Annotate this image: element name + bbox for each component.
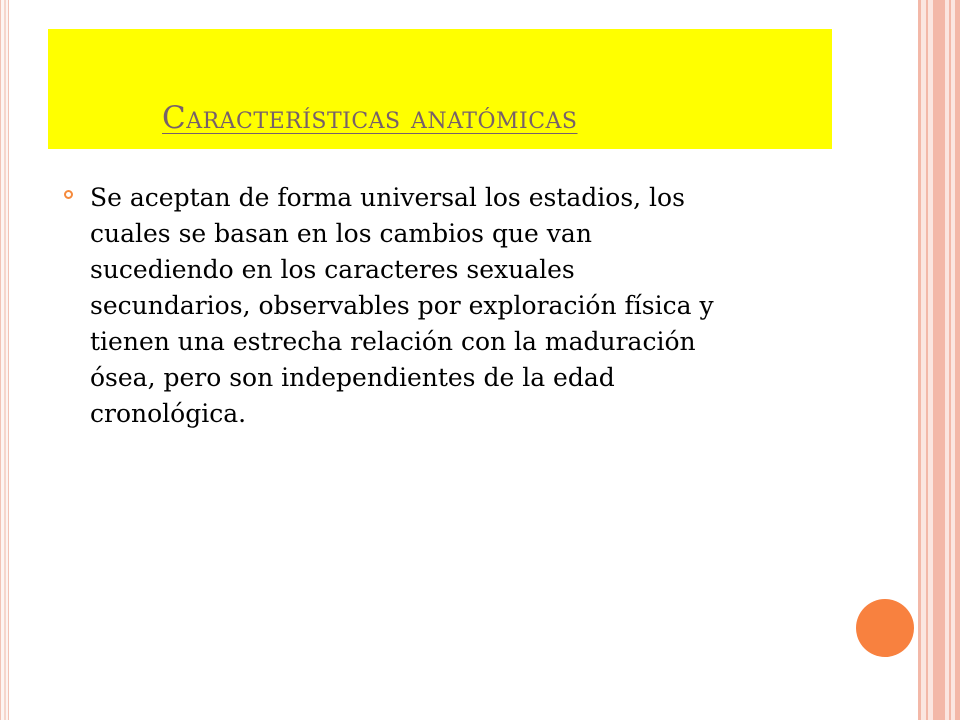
left-frame-border: [0, 0, 9, 720]
right-decorative-stripes: [918, 0, 960, 720]
bullet-line: ósea, pero son independientes de la edad: [90, 363, 615, 392]
bullet-line: sucediendo en los caracteres sexuales: [90, 255, 575, 284]
stripe: [926, 0, 928, 720]
stripe: [918, 0, 921, 720]
stripe: [955, 0, 960, 720]
bullet-line: cronológica.: [90, 399, 247, 428]
orange-circle-decoration: [856, 599, 914, 657]
bullet-line: cuales se basan en los cambios que van: [90, 219, 592, 248]
bullet-line: Se aceptan de forma universal los estadios, los: [90, 183, 685, 212]
bullet-line: secundarios, observables por exploración física y: [90, 291, 714, 320]
stripe: [949, 0, 951, 720]
slide-title: Características anatómicas: [162, 100, 578, 136]
bullet-paragraph: [90, 180, 810, 432]
left-frame-inner-line: [4, 0, 6, 720]
bullet-circle-icon: [64, 190, 73, 199]
stripe: [933, 0, 945, 720]
bullet-line: tienen una estrecha relación con la maduración: [90, 327, 696, 356]
